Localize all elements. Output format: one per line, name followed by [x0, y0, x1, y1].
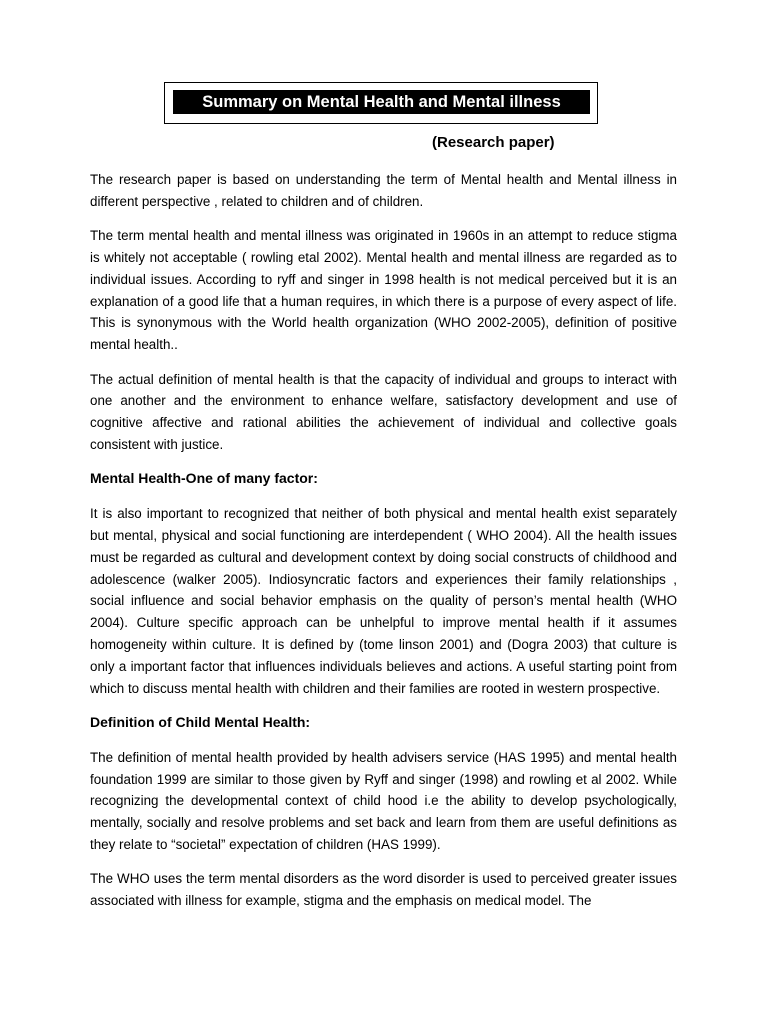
document-body: [90, 169, 677, 924]
paragraph-who-disorders: The WHO uses the term mental disorders as the word disorder is used to perceived greater issues associated with illness for example, stigma and the emphasis on medical model. The: [90, 871, 677, 909]
document-title: Summary on Mental Health and Mental illness: [173, 90, 590, 114]
document-subtitle: (Research paper): [432, 134, 555, 151]
paragraph-origin: The term mental health and mental illness was originated in 1960s in an attempt to reduce stigma is whitely not acceptable ( rowling etal 2002). Mental health and mental illness are regarded as to individual issues. According to ryff and singer in 1998 health is not medical perceived but it is an explanation of a good life that a human requires, in which there is a purpose of every aspect of life. This is synonymous with the World health organization (WHO 2002-2005), definition of positive mental health..: [90, 228, 677, 353]
title-box: [164, 82, 598, 124]
paragraph-intro: The research paper is based on understanding the term of Mental health and Mental illness in different perspective , related to children and of children.: [90, 172, 677, 209]
section-heading-mental-health-factor: Mental Health-One of many factor:: [90, 470, 318, 487]
paragraph-definition: The actual definition of mental health is that the capacity of individual and groups to interact with one another and the environment to enhance welfare, satisfactory development and use of cognitive affective and rational abilities the achievement of individual and collective goals consistent with justice.: [90, 371, 677, 452]
section-heading-child-mental-health: Definition of Child Mental Health:: [90, 713, 311, 730]
paragraph-child-mental-health: The definition of mental health provided by health advisers service (HAS 1995) and mental health foundation 1999 are similar to those given by Ryff and singer (1998) and rowling et al 2002. While recognizing the developmental context of child hood i.e the ability to develop psychologically, mentally, socially and resolve problems and set back and learn from them are useful definitions as they relate to “societal” expectation of children (HAS 1999).: [90, 749, 677, 852]
paragraph-mental-health-factor: It is also important to recognized that neither of both physical and mental health exist separately but mental, physical and social functioning are interdependent ( WHO 2004). All the health issues must be regarded as cultural and development context by doing social constructs of childhood and adolescence (walker 2005). Indiosyncratic factors and experiences their family relationships , social influence and social behavior emphasis on the quality of person’s mental health (WHO 2004). Culture specific approach can be unhelpful to improve mental health if it assumes homogeneity within culture. It is defined by (tome linson 2001) and (Dogra 2003) that culture is only a important factor that influences individuals believes and actions. A useful starting point from which to discuss mental health with children and their families are rooted in western prospective.: [90, 506, 677, 696]
